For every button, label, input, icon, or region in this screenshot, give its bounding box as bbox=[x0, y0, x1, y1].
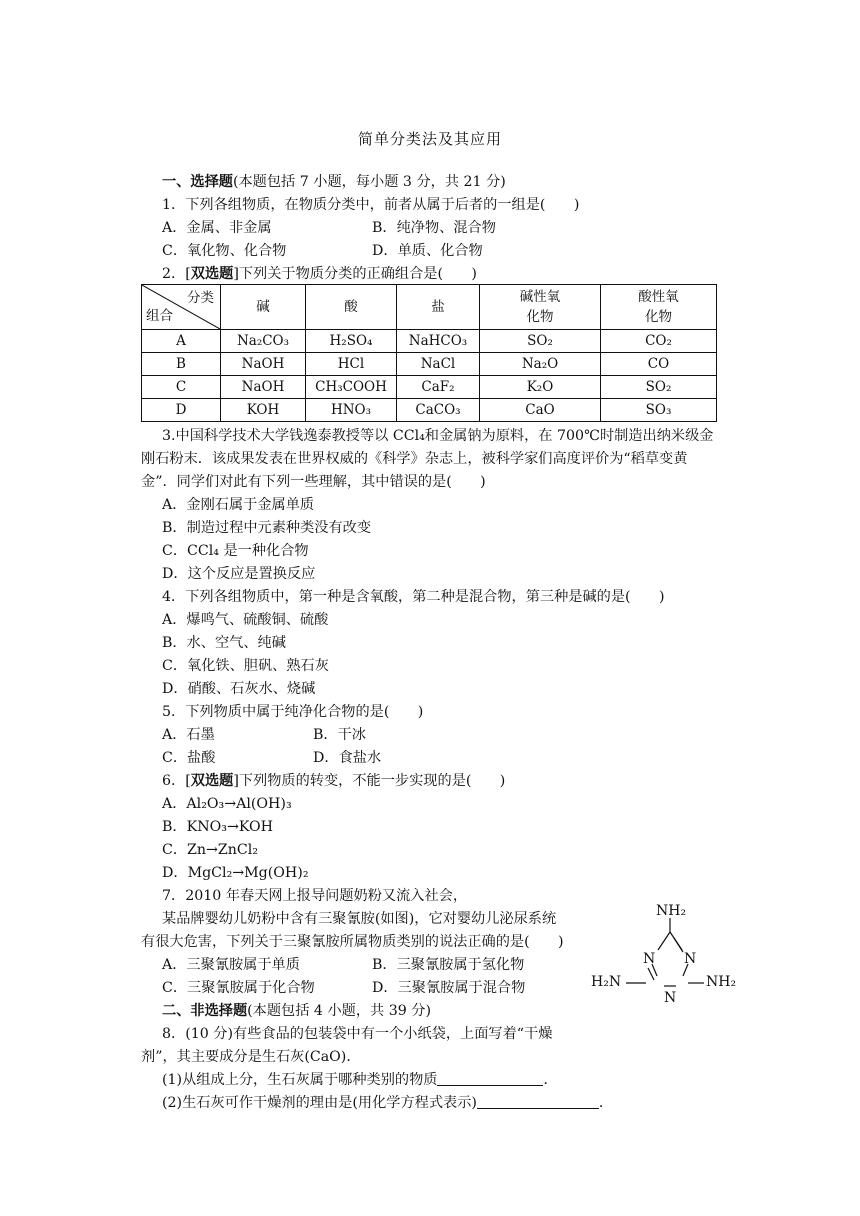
q5-stem: 5．下列物质中属于纯净化合物的是( ) bbox=[162, 704, 424, 720]
table-cell: CaF₂ bbox=[397, 376, 480, 399]
ring-nitrogen-label: N bbox=[684, 951, 697, 967]
q3-line3: 金”．同学们对此有下列一些理解，其中错误的是( ) bbox=[141, 474, 486, 490]
header-cell: 盐 bbox=[397, 285, 480, 330]
page-title: 简单分类法及其应用 bbox=[357, 130, 502, 148]
q2-prefix: 2．[ bbox=[162, 266, 191, 282]
q7-line2: 某品牌婴幼儿奶粉中含有三聚氰胺(如图)，它对婴幼儿泌尿系统 bbox=[162, 911, 557, 927]
ring-nitrogen-label: N bbox=[643, 951, 656, 967]
header-cell: 碱 bbox=[221, 285, 306, 330]
q6-tag: 双选题 bbox=[190, 773, 234, 789]
table-cell: CH₃COOH bbox=[306, 376, 397, 399]
q4-stem: 4．下列各组物质中，第一种是含氧酸，第二种是混合物，第三种是碱的是( ) bbox=[162, 589, 665, 605]
q7-line1: 7．2010 年春天网上报导问题奶粉又流入社会， bbox=[162, 888, 468, 904]
q6-option-d: D．MgCl₂→Mg(OH)₂ bbox=[162, 865, 309, 881]
q7-option-b: B．三聚氰胺属于氢化物 bbox=[372, 957, 525, 973]
left-amino-label: H₂N bbox=[591, 974, 622, 990]
q5-option-a: A．石墨 bbox=[162, 727, 215, 743]
section1-heading-line bbox=[162, 172, 506, 192]
table-cell: HCl bbox=[306, 353, 397, 376]
q6-option-b: B．KNO₃→KOH bbox=[162, 819, 274, 835]
table-cell: K₂O bbox=[480, 376, 601, 399]
table-cell: NaCl bbox=[397, 353, 480, 376]
q8-line2: 剂”，其主要成分是生石灰(CaO)． bbox=[141, 1049, 361, 1065]
table-corner-cell bbox=[142, 285, 221, 330]
row-key: D bbox=[142, 399, 221, 422]
melamine-structure bbox=[588, 898, 738, 1018]
q8-line1: 8．(10 分)有些食品的包装袋中有一个小纸袋，上面写着“干燥 bbox=[162, 1026, 553, 1042]
row-key: A bbox=[142, 330, 221, 353]
q2-stem: ]下列关于物质分类的正确组合是( ) bbox=[233, 266, 477, 282]
table-cell: Na₂O bbox=[480, 353, 601, 376]
header-cell: 碱性氧 化物 bbox=[480, 285, 601, 330]
right-amino-label: NH₂ bbox=[706, 974, 737, 990]
table-row bbox=[142, 399, 717, 422]
q4-option-a: A．爆鸣气、硫酸铜、硫酸 bbox=[162, 612, 329, 628]
table-row bbox=[142, 330, 717, 353]
classification-table bbox=[141, 284, 717, 422]
section2-note: (本题包括 4 小题，共 39 分) bbox=[247, 1003, 432, 1019]
q1-stem: 1．下列各组物质，在物质分类中，前者从属于后者的一组是( ) bbox=[162, 197, 580, 213]
q6-stem-line bbox=[162, 771, 505, 791]
corner-label-top: 分类 bbox=[187, 290, 214, 306]
top-amino-label: NH₂ bbox=[656, 903, 687, 919]
table-cell: NaHCO₃ bbox=[397, 330, 480, 353]
header-cell: 酸性氧 化物 bbox=[601, 285, 717, 330]
table-cell: NaOH bbox=[221, 353, 306, 376]
q6-stem: ]下列物质的转变，不能一步实现的是( ) bbox=[233, 773, 506, 789]
table-header-row bbox=[142, 285, 717, 330]
row-key: C bbox=[142, 376, 221, 399]
section2-heading: 二、非选择题 bbox=[162, 1003, 248, 1019]
table-row bbox=[142, 376, 717, 399]
q3-option-d: D．这个反应是置换反应 bbox=[162, 566, 316, 582]
q1-option-b: B．纯净物、混合物 bbox=[372, 220, 496, 236]
table-cell: Na₂CO₃ bbox=[221, 330, 306, 353]
answer-blank-2[interactable] bbox=[477, 1094, 599, 1109]
table-cell: SO₂ bbox=[480, 330, 601, 353]
table-cell: H₂SO₄ bbox=[306, 330, 397, 353]
table-cell: SO₃ bbox=[601, 399, 717, 422]
section2-heading-line bbox=[162, 1001, 431, 1021]
section1-heading: 一、选择题 bbox=[162, 174, 233, 190]
q7-option-a: A．三聚氰胺属于单质 bbox=[162, 957, 300, 973]
table-cell: HNO₃ bbox=[306, 399, 397, 422]
q4-option-b: B．水、空气、纯碱 bbox=[162, 635, 286, 651]
q1-option-a: A．金属、非金属 bbox=[162, 220, 272, 236]
table-cell: SO₂ bbox=[601, 376, 717, 399]
table-cell: CaCO₃ bbox=[397, 399, 480, 422]
q3-line1: 3.中国科学技术大学钱逸泰教授等以 CCl₄和金属钠为原料，在 700℃时制造出纳米级金 bbox=[162, 428, 714, 444]
table-cell: CO bbox=[601, 353, 717, 376]
q5-option-c: C．盐酸 bbox=[162, 750, 216, 766]
q4-option-d: D．硝酸、石灰水、烧碱 bbox=[162, 681, 316, 697]
q7-option-d: D．三聚氰胺属于混合物 bbox=[372, 980, 526, 996]
q8-part1: (1)从组成上分，生石灰属于哪种类别的物质 ． bbox=[162, 1072, 558, 1088]
q5-option-d: D．食盐水 bbox=[313, 750, 382, 766]
q3-line2: 刚石粉末．该成果发表在世界权威的《科学》杂志上，被科学家们高度评价为“稻草变黄 bbox=[141, 451, 688, 467]
row-key: B bbox=[142, 353, 221, 376]
q7-option-c: C．三聚氰胺属于化合物 bbox=[162, 980, 315, 996]
table-cell: KOH bbox=[221, 399, 306, 422]
q1-option-c: C．氧化物、化合物 bbox=[162, 243, 287, 259]
q3-option-c: C．CCl₄ 是一种化合物 bbox=[162, 543, 309, 559]
table-row bbox=[142, 353, 717, 376]
answer-blank-1[interactable] bbox=[437, 1071, 543, 1086]
q5-option-b: B．干冰 bbox=[313, 727, 366, 743]
q2-stem-line bbox=[162, 264, 477, 284]
section1-note: (本题包括 7 小题，每小题 3 分，共 21 分) bbox=[232, 174, 506, 190]
q4-option-c: C．氧化铁、胆矾、熟石灰 bbox=[162, 658, 329, 674]
ring-nitrogen-label: N bbox=[664, 990, 677, 1006]
q6-option-a: A．Al₂O₃→Al(OH)₃ bbox=[162, 796, 292, 812]
q3-option-a: A．金刚石属于金属单质 bbox=[162, 497, 315, 513]
corner-label-bottom: 组合 bbox=[146, 308, 173, 324]
table-cell: CO₂ bbox=[601, 330, 717, 353]
q6-option-c: C．Zn→ZnCl₂ bbox=[162, 842, 259, 858]
q2-tag: 双选题 bbox=[190, 266, 234, 282]
table-cell: NaOH bbox=[221, 376, 306, 399]
q6-prefix: 6．[ bbox=[162, 773, 191, 789]
header-cell: 酸 bbox=[306, 285, 397, 330]
q1-option-d: D．单质、化合物 bbox=[372, 243, 483, 259]
q8-part2: (2)生石灰可作干燥剂的理由是(用化学方程式表示) ． bbox=[162, 1095, 614, 1111]
q3-option-b: B．制造过程中元素种类没有改变 bbox=[162, 520, 372, 536]
table-cell: CaO bbox=[480, 399, 601, 422]
q7-line3: 有很大危害，下列关于三聚氰胺所属物质类别的说法正确的是( ) bbox=[141, 934, 564, 950]
